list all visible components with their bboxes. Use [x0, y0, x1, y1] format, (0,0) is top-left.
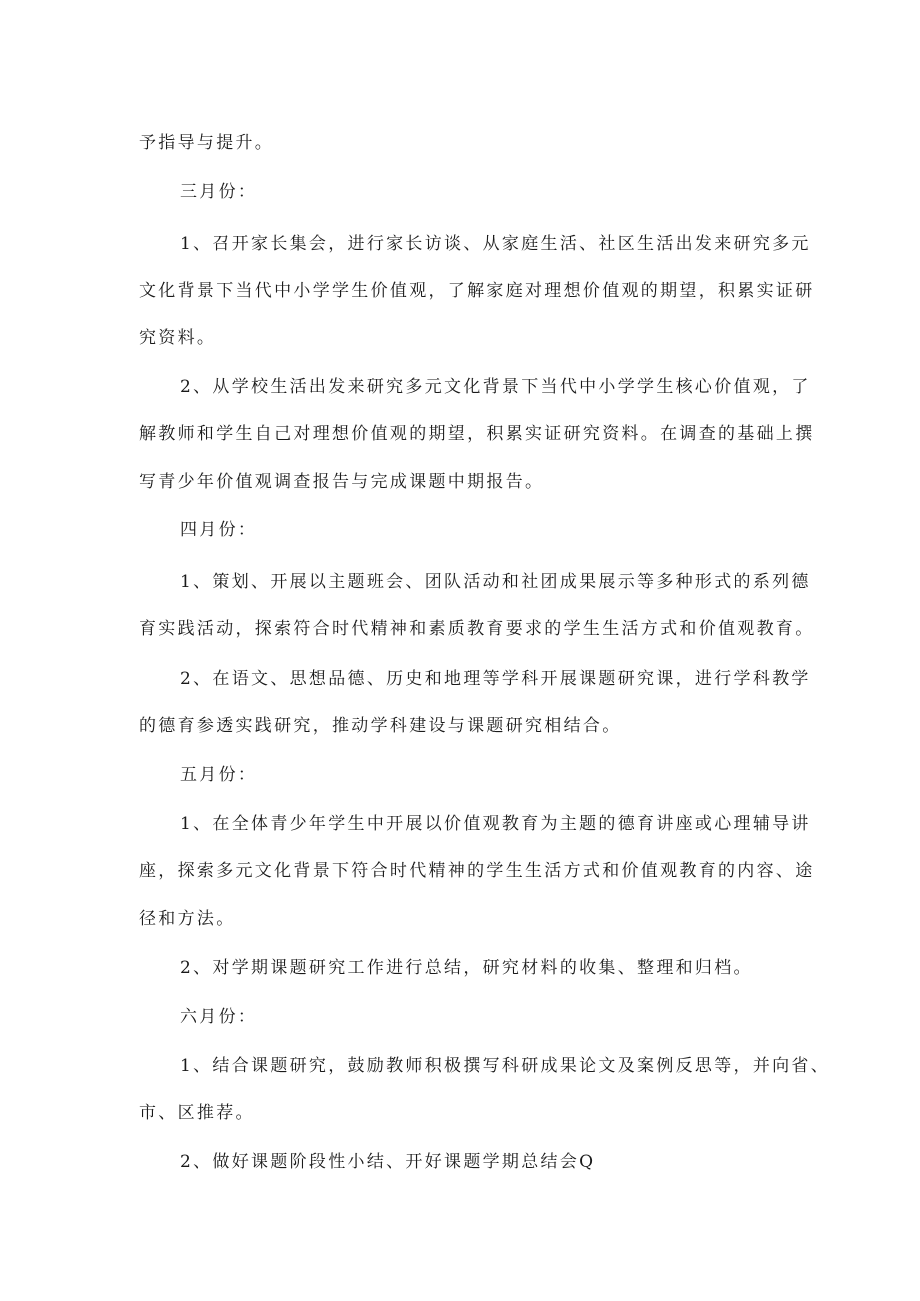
text-line: 文化背景下当代中小学学生价值观，了解家庭对理想价值观的期望，积累实证研	[139, 281, 815, 301]
text-line: 1、在全体青少年学生中开展以价值观教育为主题的德育讲座或心理辅导讲	[180, 814, 811, 834]
text-line: 1、结合课题研究，鼓励教师积极撰写科研成果论文及案例反思等，并向省、	[180, 1056, 831, 1076]
text-line: 2、在语文、思想品德、历史和地理等学科开展课题研究课，进行学科教学	[180, 669, 811, 689]
text-line: 1、策划、开展以主题班会、团队活动和社团成果展示等多种形式的系列德	[180, 572, 811, 592]
section-heading-may: 五月份：	[180, 765, 258, 785]
text-line: 1、召开家长集会，进行家长访谈、从家庭生活、社区生活出发来研究多元	[180, 234, 811, 254]
section-heading-april: 四月份：	[180, 520, 258, 540]
text-line: 写青少年价值观调查报告与完成课题中期报告。	[139, 472, 545, 492]
text-line: 座，探索多元文化背景下符合时代精神的学生生活方式和价值观教育的内容、途	[139, 861, 815, 881]
text-line: 径和方法。	[139, 909, 236, 929]
section-heading-march: 三月份：	[180, 182, 258, 202]
text-line: 市、区推荐。	[139, 1103, 255, 1123]
text-line: 究资料。	[139, 328, 217, 348]
text-line-continuation: 予指导与提升。	[139, 133, 275, 153]
text-line: 2、从学校生活出发来研究多元文化背景下当代中小学学生核心价值观，了	[180, 377, 811, 397]
section-heading-june: 六月份：	[180, 1007, 258, 1027]
text-line: 的德育参透实践研究，推动学科建设与课题研究相结合。	[139, 716, 622, 736]
text-line: 2、对学期课题研究工作进行总结，研究材料的收集、整理和归档。	[180, 958, 753, 978]
text-line: 育实践活动，探索符合时代精神和素质教育要求的学生生活方式和价值观教育。	[139, 619, 815, 639]
text-line: 2、做好课题阶段性小结、开好课题学期总结会Q	[180, 1152, 596, 1172]
text-line: 解教师和学生自己对理想价值观的期望，积累实证研究资料。在调查的基础上撰	[139, 424, 815, 444]
